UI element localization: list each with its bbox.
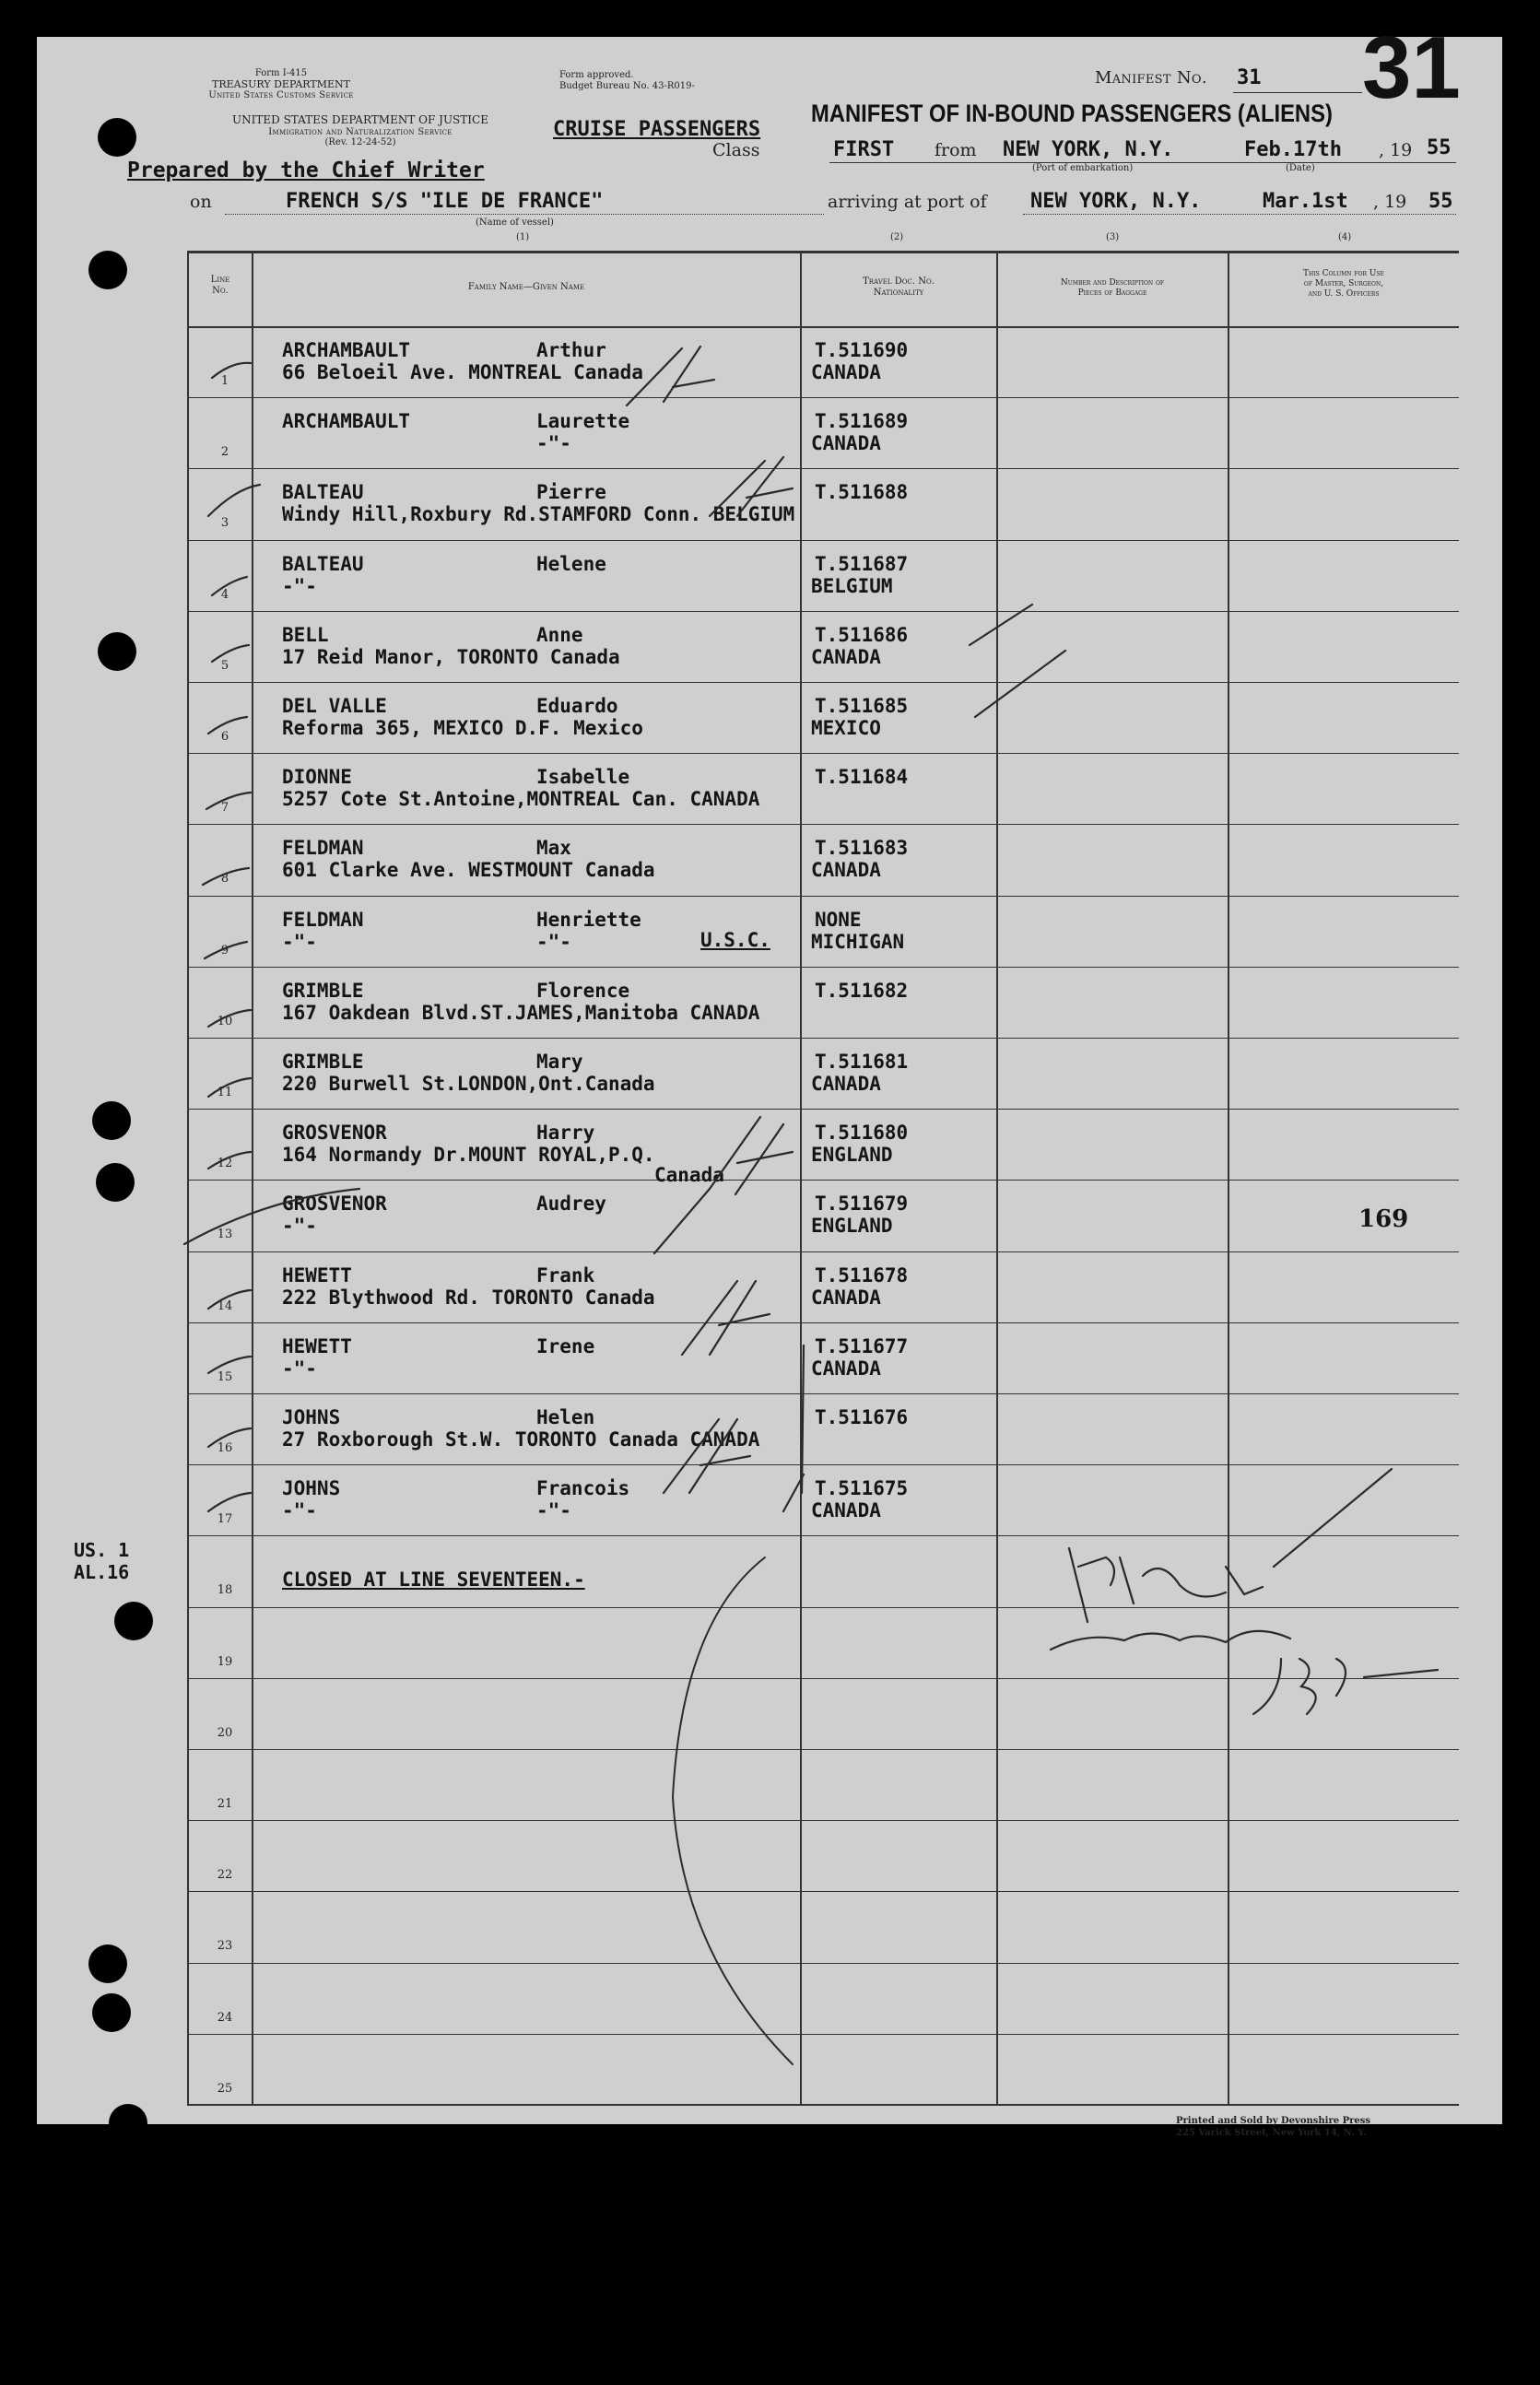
- nationality: CANADA: [811, 1286, 881, 1309]
- form-number: Form I-415: [254, 68, 308, 78]
- on-label: on: [190, 192, 212, 212]
- margin-note-al: AL.16: [74, 1561, 130, 1583]
- check-mark: [208, 717, 247, 734]
- travel-doc-label: Travel Doc. No.: [863, 276, 935, 287]
- line-number: 19: [217, 1655, 233, 1669]
- arriving-label: arriving at port of: [828, 192, 987, 212]
- margin-note-us: US. 1: [74, 1539, 130, 1561]
- given-name: Laurette: [536, 410, 630, 432]
- line-number: 6: [220, 730, 229, 744]
- check-mark: [212, 577, 247, 595]
- tally-mark: [710, 1117, 793, 1194]
- form-approved: Form approved.: [559, 70, 634, 80]
- line-number: 14: [217, 1299, 233, 1313]
- baggage-label-1: Number and Description of: [1060, 278, 1165, 288]
- given-name: Isabelle: [536, 766, 630, 788]
- family-ditto: -"-: [282, 1499, 317, 1521]
- line-number: 7: [220, 801, 229, 815]
- budget-bureau: Budget Bureau No. 43-R019-: [559, 80, 695, 91]
- baggage-label-2: Pieces of Baggage: [1077, 288, 1147, 298]
- given-name: Francois: [536, 1477, 630, 1499]
- treasury-dept: TREASURY DEPARTMENT: [212, 77, 350, 90]
- line-number: 18: [217, 1583, 233, 1597]
- address: 17 Reid Manor, TORONTO Canada: [282, 646, 620, 668]
- travel-doc-number: T.511688: [815, 481, 909, 503]
- nationality-label: Nationality: [873, 288, 924, 298]
- check-mark: [212, 363, 251, 378]
- family-name: BELL: [282, 624, 329, 646]
- tick-mark: [970, 605, 1065, 717]
- line-number: 15: [217, 1370, 233, 1384]
- from-label: from: [935, 140, 977, 160]
- travel-doc-number: T.511675: [815, 1477, 909, 1499]
- signature: [1253, 1659, 1438, 1714]
- arrival-date: Mar.1st: [1263, 190, 1348, 213]
- travel-doc-number: NONE: [815, 909, 862, 931]
- family-ditto: -"-: [282, 1357, 317, 1380]
- ins-service: Immigration and Naturalization Service: [268, 126, 453, 137]
- usc-mark: U.S.C.: [700, 929, 770, 951]
- given-name: Helene: [536, 553, 606, 575]
- line-number: 24: [217, 2011, 233, 2025]
- family-name: ARCHAMBAULT: [282, 339, 411, 361]
- nationality: MICHIGAN: [811, 931, 905, 953]
- address: 27 Roxborough St.W. TORONTO Canada CANADA: [282, 1428, 760, 1451]
- line-number: 21: [217, 1797, 233, 1811]
- travel-doc-number: T.511685: [815, 695, 909, 717]
- family-name: BALTEAU: [282, 481, 364, 503]
- family-name: GROSVENOR: [282, 1192, 387, 1215]
- check-mark: [208, 1290, 251, 1309]
- vessel-caption: (Name of vessel): [476, 217, 554, 228]
- given-name: Eduardo: [536, 695, 618, 717]
- given-name: Mary: [536, 1051, 583, 1073]
- tick-mark: [1274, 1469, 1392, 1567]
- given-ditto: -"-: [536, 1499, 571, 1521]
- line-number: 22: [217, 1868, 233, 1882]
- officer-note: 169: [1358, 1205, 1409, 1233]
- given-ditto: -"-: [536, 432, 571, 454]
- class-value: FIRST: [833, 138, 895, 161]
- col-num-3: (3): [1106, 232, 1120, 242]
- given-name: Henriette: [536, 909, 641, 931]
- nationality: ENGLAND: [811, 1215, 893, 1237]
- nationality: ENGLAND: [811, 1144, 893, 1166]
- travel-doc-number: T.511677: [815, 1335, 909, 1357]
- tally-mark: [682, 1281, 770, 1355]
- address: 5257 Cote St.Antoine,MONTREAL Can. CANADA: [282, 788, 760, 810]
- address: 222 Blythwood Rd. TORONTO Canada: [282, 1286, 655, 1309]
- line-number: 13: [217, 1228, 233, 1241]
- arrival-year-prefix: , 19: [1373, 192, 1407, 212]
- given-name: Max: [536, 837, 571, 859]
- vessel-name: FRENCH S/S "ILE DE FRANCE": [286, 190, 604, 213]
- check-mark: [208, 1010, 251, 1027]
- col-num-4: (4): [1338, 232, 1352, 242]
- line-number: 11: [217, 1086, 233, 1099]
- embark-year-prefix: , 19: [1379, 140, 1413, 160]
- line-number: 8: [220, 872, 229, 886]
- travel-doc-number: T.511679: [815, 1192, 909, 1215]
- family-ditto: -"-: [282, 1215, 317, 1237]
- manifest-title: MANIFEST OF IN-BOUND PASSENGERS (ALIENS): [811, 100, 1333, 127]
- col-num-2: (2): [890, 232, 904, 242]
- line-number: 12: [217, 1157, 233, 1170]
- family-name: FELDMAN: [282, 909, 364, 931]
- check-mark: [208, 1357, 251, 1373]
- address: 66 Beloeil Ave. MONTREAL Canada: [282, 361, 643, 383]
- tally-mark: [654, 1189, 710, 1253]
- address: 601 Clarke Ave. WESTMOUNT Canada: [282, 859, 655, 881]
- given-name: Audrey: [536, 1192, 606, 1215]
- check-mark: [203, 868, 249, 885]
- line-number: 4: [220, 588, 229, 602]
- nationality: CANADA: [811, 646, 881, 668]
- tally-mark: [783, 1345, 804, 1511]
- officers-label-3: and U. S. Officers: [1308, 288, 1380, 299]
- travel-doc-number: T.511680: [815, 1122, 909, 1144]
- nationality: CANADA: [811, 1499, 881, 1521]
- family-name: FELDMAN: [282, 837, 364, 859]
- class-label: Class: [712, 140, 760, 160]
- travel-doc-number: T.511684: [815, 766, 909, 788]
- nationality: CANADA: [811, 361, 881, 383]
- travel-doc-number: T.511689: [815, 410, 909, 432]
- line-no-label: Line No.: [210, 275, 230, 296]
- address: Reforma 365, MEXICO D.F. Mexico: [282, 717, 643, 739]
- embark-port: NEW YORK, N.Y.: [1003, 138, 1174, 161]
- family-name: JOHNS: [282, 1406, 341, 1428]
- manifest-number: 31: [1237, 66, 1262, 89]
- tally-mark: [627, 347, 714, 405]
- arrival-port: NEW YORK, N.Y.: [1030, 190, 1202, 213]
- address-continued: Canada: [654, 1164, 724, 1186]
- family-ditto: -"-: [282, 575, 317, 597]
- closed-statement: CLOSED AT LINE SEVENTEEN.-: [282, 1568, 585, 1591]
- travel-doc-number: T.511682: [815, 980, 909, 1002]
- embark-year: 55: [1427, 136, 1452, 159]
- nationality: CANADA: [811, 432, 881, 454]
- signature: [1069, 1548, 1263, 1622]
- check-mark: [208, 1078, 251, 1097]
- given-ditto: -"-: [536, 931, 571, 953]
- embark-date: Feb.17th: [1244, 138, 1342, 161]
- cruise-passengers: CRUISE PASSENGERS: [553, 118, 761, 141]
- check-mark: [208, 485, 260, 516]
- family-name: GRIMBLE: [282, 980, 364, 1002]
- check-mark: [208, 1152, 251, 1169]
- nationality: CANADA: [811, 1357, 881, 1380]
- nationality: BELGIUM: [811, 575, 893, 597]
- travel-doc-number: T.511683: [815, 837, 909, 859]
- given-name: Pierre: [536, 481, 606, 503]
- family-name: DIONNE: [282, 766, 352, 788]
- tally-mark: [710, 457, 793, 516]
- line-number: 2: [220, 445, 229, 459]
- check-mark: [208, 1493, 251, 1511]
- line-number: 20: [217, 1726, 233, 1740]
- given-name: Arthur: [536, 339, 606, 361]
- travel-doc-number: T.511690: [815, 339, 909, 361]
- family-name: JOHNS: [282, 1477, 341, 1499]
- nationality: CANADA: [811, 1073, 881, 1095]
- given-name: Frank: [536, 1264, 595, 1286]
- check-mark: [208, 1428, 251, 1447]
- printer-line-1: Printed and Sold by Devonshire Press: [1176, 2116, 1370, 2126]
- check-mark: [184, 1189, 359, 1244]
- manifest-label: Manifest No.: [1095, 68, 1207, 88]
- family-name: ARCHAMBAULT: [282, 410, 411, 432]
- line-number: 17: [217, 1512, 233, 1526]
- justice-dept: UNITED STATES DEPARTMENT OF JUSTICE: [232, 113, 488, 126]
- travel-doc-number: T.511681: [815, 1051, 909, 1073]
- family-ditto: -"-: [282, 931, 317, 953]
- address: 164 Normandy Dr.MOUNT ROYAL,P.Q.: [282, 1144, 655, 1166]
- address: 167 Oakdean Blvd.ST.JAMES,Manitoba CANADA: [282, 1002, 760, 1024]
- line-number: 5: [220, 659, 229, 673]
- travel-doc-number: T.511686: [815, 624, 909, 646]
- check-mark: [206, 793, 251, 809]
- nationality: CANADA: [811, 859, 881, 881]
- line-number: 25: [217, 2082, 233, 2096]
- col-num-1: (1): [516, 232, 530, 242]
- line-number: 23: [217, 1939, 233, 1953]
- given-name: Anne: [536, 624, 583, 646]
- travel-doc-number: T.511676: [815, 1406, 909, 1428]
- line-number: 9: [220, 944, 229, 958]
- travel-doc-number: T.511687: [815, 553, 909, 575]
- pencil-arc: [673, 1557, 793, 2064]
- given-name: Harry: [536, 1122, 595, 1144]
- signature: [1051, 1631, 1290, 1650]
- officers-label-1: This Column for Use: [1303, 269, 1384, 278]
- family-name: BALTEAU: [282, 553, 364, 575]
- printer-line-2: 225 Varick Street, New York 14, N. Y.: [1176, 2128, 1367, 2138]
- tally-mark: [664, 1419, 750, 1493]
- line-number: 16: [217, 1441, 233, 1455]
- line-number: 10: [217, 1015, 233, 1028]
- given-name: Helen: [536, 1406, 595, 1428]
- check-mark: [212, 645, 249, 662]
- nationality: MEXICO: [811, 717, 881, 739]
- arrival-year: 55: [1428, 190, 1453, 213]
- embark-port-caption: (Port of embarkation): [1032, 163, 1134, 173]
- officers-label-2: of Master, Surgeon,: [1303, 278, 1384, 288]
- prepared-by: Prepared by the Chief Writer: [127, 159, 485, 182]
- form-revision: (Rev. 12-24-52): [324, 137, 396, 148]
- family-name: HEWETT: [282, 1335, 352, 1357]
- date-caption: (Date): [1286, 163, 1315, 173]
- family-name: DEL VALLE: [282, 695, 387, 717]
- name-label: Family Name—Given Name: [467, 282, 585, 292]
- family-name: HEWETT: [282, 1264, 352, 1286]
- customs-service: United States Customs Service: [208, 90, 354, 101]
- family-name: GRIMBLE: [282, 1051, 364, 1073]
- travel-doc-number: T.511678: [815, 1264, 909, 1286]
- big-page-number: 31: [1362, 18, 1461, 117]
- given-name: Irene: [536, 1335, 595, 1357]
- given-name: Florence: [536, 980, 630, 1002]
- line-number: 3: [220, 516, 229, 530]
- line-number: 1: [220, 374, 229, 388]
- address: 220 Burwell St.LONDON,Ont.Canada: [282, 1073, 655, 1095]
- address: Windy Hill,Roxbury Rd.STAMFORD Conn. BELGIUM: [282, 503, 795, 525]
- check-mark: [205, 942, 247, 958]
- family-name: GROSVENOR: [282, 1122, 387, 1144]
